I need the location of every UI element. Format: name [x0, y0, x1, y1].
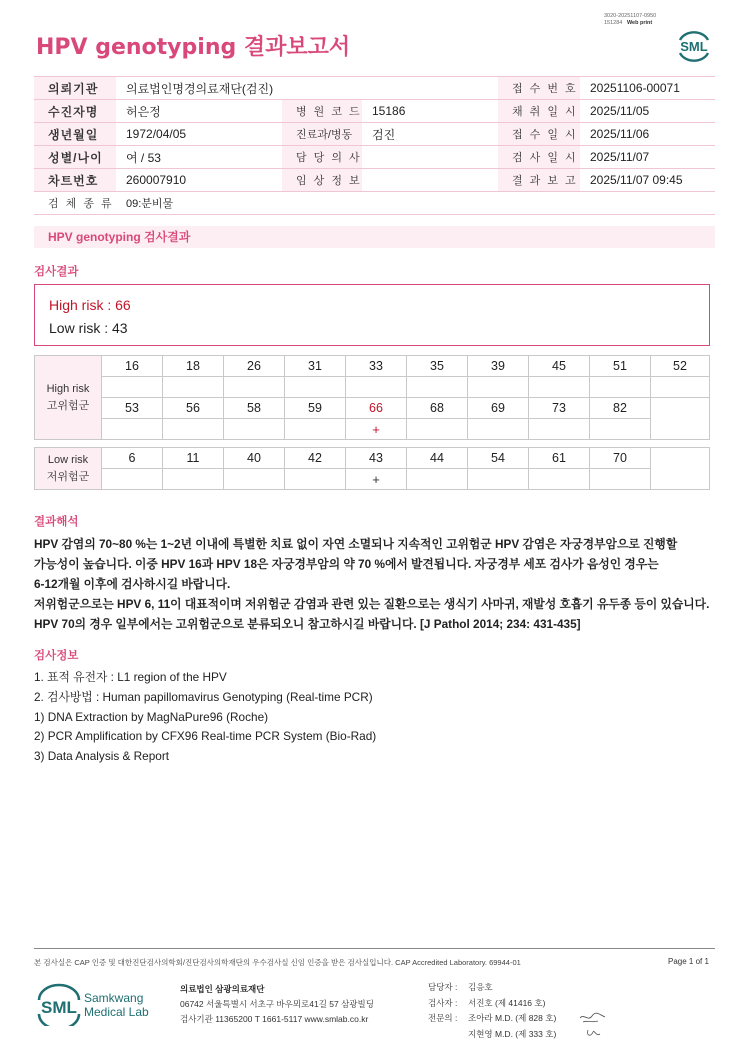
test-info-line: 3) Data Analysis & Report — [34, 749, 170, 764]
high-risk-label — [35, 356, 102, 440]
samkwang-logo-mark: SML — [41, 998, 77, 1017]
info-label: 차트번호 — [34, 169, 116, 192]
info-row — [34, 146, 715, 169]
genotype-cell: 56 — [163, 398, 224, 419]
interpretation-line: 가능성이 높습니다. 이중 HPV 16과 HPV 18은 자궁경부암의 약 70 %에서 발견됩니다. 자궁경부 세포 검사가 음성인 경우는 — [34, 557, 659, 571]
genotype-cell: 58 — [224, 398, 285, 419]
test-info-line: 2. 검사방법 : Human papillomavirus Genotyping (Real-time PCR) — [34, 689, 373, 704]
genotype-cell: 31 — [285, 356, 346, 377]
accreditation-note: 본 검사실은 CAP 인증 및 대한진단검사의학회/진단검사의학재단의 우수검사실 신임 인증을 받은 검사실입니다. CAP Accredited Laboratory. 69944-01 — [34, 958, 521, 967]
footer-divider — [34, 948, 715, 949]
info-row — [34, 123, 715, 146]
result-mark-cell — [590, 419, 651, 440]
info-value: 260007910 — [116, 169, 282, 192]
genotype-cell: 33 — [346, 356, 407, 377]
interpretation-line: 저위험군으로는 HPV 6, 11이 대표적이며 저위험군 감염과 관련 있는 질환으로는 생식기 사마귀, 재발성 호흡기 유두종 등이 있습니다. — [34, 597, 710, 611]
interpretation-line: HPV 70의 경우 일부에서는 고위험군으로 분류되오니 참고하시길 바랍니다. [J Pathol 2014; 234: 431-435] — [34, 617, 581, 631]
sml-logo — [674, 26, 714, 62]
high-risk-label-ko: 고위험군 — [46, 399, 90, 412]
staff-role: 담당자 : — [428, 982, 458, 992]
info-label: 병 원 코 드 — [282, 100, 362, 123]
page-number: Page 1 of 1 — [668, 957, 709, 966]
info-value: 2025/11/06 — [580, 123, 715, 146]
info-label: 접 수 번 호 — [498, 77, 580, 100]
genotype-cell: 59 — [285, 398, 346, 419]
result-mark-cell — [163, 469, 224, 490]
test-info-list — [34, 668, 376, 767]
info-value: 의료법인명경의료재단(검진) — [116, 77, 498, 100]
genotype-cell: 18 — [163, 356, 224, 377]
result-mark-cell — [468, 377, 529, 398]
staff-role: 전문의 : — [428, 1013, 458, 1023]
positive-mark: + — [346, 419, 407, 440]
print-code-line1: 3020-20251107-0950 — [604, 13, 657, 19]
info-value: 20251106-00071 — [580, 77, 715, 100]
staff-role: 검사자 : — [428, 997, 458, 1008]
print-code-line2: 151284 — [604, 20, 623, 26]
organization-info — [180, 982, 374, 1027]
staff-name: 서진호 (제 41416 호) — [468, 997, 546, 1008]
interpretation-line: HPV 감염의 70~80 %는 1~2년 이내에 특별한 치료 없이 자연 소멸되나 지속적인 고위험군 HPV 감염은 자궁경부암으로 진행할 — [34, 537, 678, 551]
test-info-line: 2) PCR Amplification by CFX96 Real-time PCR System (Bio-Rad) — [34, 729, 377, 744]
info-value: 허은정 — [116, 100, 282, 123]
low-risk-grid — [34, 447, 710, 490]
result-mark-cell — [163, 419, 224, 440]
genotype-cell: 73 — [529, 398, 590, 419]
result-summary-box — [34, 284, 710, 346]
empty-cell — [651, 448, 710, 490]
high-risk-grid — [34, 355, 710, 440]
info-label: 검 사 일 시 — [498, 146, 580, 169]
high-risk-summary: High risk : 66 — [49, 297, 131, 313]
result-mark-cell — [285, 377, 346, 398]
samkwang-logo-name2: Medical Lab — [84, 1005, 149, 1019]
result-mark-cell — [163, 377, 224, 398]
info-row — [34, 77, 715, 100]
info-label: 성별/나이 — [34, 146, 116, 169]
samkwang-logo — [36, 982, 156, 1026]
org-name: 의료법인 삼광의료재단 — [180, 984, 265, 994]
info-label: 진료과/병동 — [282, 123, 362, 146]
genotype-cell: 44 — [407, 448, 468, 469]
genotype-cell: 53 — [102, 398, 163, 419]
patient-info-table — [34, 76, 715, 215]
genotype-cell: 6 — [102, 448, 163, 469]
result-mark-cell — [407, 419, 468, 440]
genotype-cell: 51 — [590, 356, 651, 377]
genotype-cell: 70 — [590, 448, 651, 469]
genotype-cell: 11 — [163, 448, 224, 469]
info-value: 2025/11/07 — [580, 146, 715, 169]
result-mark-cell — [529, 377, 590, 398]
low-risk-label-en: Low risk — [47, 453, 89, 466]
genotype-cell: 16 — [102, 356, 163, 377]
info-row — [34, 192, 715, 215]
empty-cell — [651, 398, 710, 440]
samkwang-logo-name1: Samkwang — [84, 991, 144, 1005]
result-mark-cell — [407, 469, 468, 490]
result-mark-cell — [590, 377, 651, 398]
info-label: 접 수 일 시 — [498, 123, 580, 146]
interpretation-text — [34, 534, 724, 634]
genotype-cell: 69 — [468, 398, 529, 419]
low-risk-label — [35, 448, 102, 490]
staff-name: 지현영 M.D. (제 333 호) — [468, 1028, 557, 1039]
genotype-cell: 39 — [468, 356, 529, 377]
result-mark-cell — [529, 469, 590, 490]
staff-name: 김응호 — [468, 982, 493, 992]
info-label: 수진자명 — [34, 100, 116, 123]
result-mark-cell — [651, 377, 710, 398]
info-row — [34, 100, 715, 123]
high-risk-label-en: High risk — [46, 382, 90, 395]
result-mark-cell — [468, 469, 529, 490]
info-value: 15186 — [362, 100, 498, 123]
signature-image — [578, 1010, 608, 1040]
test-info-line: 1. 표적 유전자 : L1 region of the HPV — [34, 670, 227, 684]
result-mark-cell — [224, 377, 285, 398]
result-mark-cell — [407, 377, 468, 398]
genotype-cell: 45 — [529, 356, 590, 377]
genotype-cell: 68 — [407, 398, 468, 419]
test-info-line: 1) DNA Extraction by MagNaPure96 (Roche) — [34, 709, 269, 724]
info-value: 검진 — [362, 123, 498, 146]
info-value: 2025/11/05 — [580, 100, 715, 123]
genotype-cell: 43 — [346, 448, 407, 469]
info-label: 임 상 정 보 — [282, 169, 362, 192]
positive-mark: + — [346, 469, 407, 490]
test-info-title: 검사정보 — [34, 650, 79, 662]
result-mark-cell — [529, 419, 590, 440]
info-label: 담 당 의 사 — [282, 146, 362, 169]
sml-logo-text: SML — [680, 39, 708, 54]
result-mark-cell — [224, 419, 285, 440]
info-value: 2025/11/07 09:45 — [580, 169, 715, 192]
result-mark-cell — [285, 469, 346, 490]
result-mark-cell — [102, 377, 163, 398]
info-label: 의뢰기관 — [34, 77, 116, 100]
genotype-cell: 40 — [224, 448, 285, 469]
result-mark-cell — [590, 469, 651, 490]
specimen-value: 09:분비물 — [116, 192, 715, 215]
genotype-cell-positive: 66 — [346, 398, 407, 419]
staff-list — [428, 980, 556, 1042]
info-value: 여 / 53 — [116, 146, 282, 169]
low-risk-label-ko: 저위험군 — [46, 470, 90, 483]
org-contact: 검사기관 11365200 T 1661-5117 www.smlab.co.kr — [180, 1014, 369, 1024]
result-mark-cell — [346, 377, 407, 398]
genotype-cell: 42 — [285, 448, 346, 469]
info-label: 결 과 보 고 — [498, 169, 580, 192]
genotype-cell: 26 — [224, 356, 285, 377]
genotype-cell: 82 — [590, 398, 651, 419]
result-title: 검사결과 — [34, 266, 79, 278]
print-code — [604, 13, 656, 27]
genotype-cell: 54 — [468, 448, 529, 469]
report-title: HPV genotyping 결과보고서 — [36, 35, 351, 60]
web-print-label: Web print — [626, 20, 653, 26]
staff-name: 조아라 M.D. (제 828 호) — [468, 1013, 557, 1023]
genotype-cell: 35 — [407, 356, 468, 377]
genotype-cell: 61 — [529, 448, 590, 469]
info-label: 생년월일 — [34, 123, 116, 146]
result-section-bar: HPV genotyping 검사결과 — [34, 226, 715, 248]
low-risk-summary: Low risk : 43 — [49, 320, 128, 336]
interpretation-line: 6-12개월 이후에 검사하시길 바랍니다. — [34, 577, 231, 591]
info-row — [34, 169, 715, 192]
interpretation-title: 결과해석 — [34, 516, 79, 528]
genotype-cell: 52 — [651, 356, 710, 377]
result-mark-cell — [285, 419, 346, 440]
info-value — [362, 169, 498, 192]
info-value: 1972/04/05 — [116, 123, 282, 146]
result-mark-cell — [468, 419, 529, 440]
specimen-label: 검 체 종 류 — [34, 192, 116, 215]
result-mark-cell — [102, 469, 163, 490]
org-address: 06742 서울특별시 서초구 바우뫼로41길 57 삼광빌딩 — [180, 999, 374, 1009]
info-value — [362, 146, 498, 169]
result-mark-cell — [102, 419, 163, 440]
info-label: 채 취 일 시 — [498, 100, 580, 123]
result-mark-cell — [224, 469, 285, 490]
